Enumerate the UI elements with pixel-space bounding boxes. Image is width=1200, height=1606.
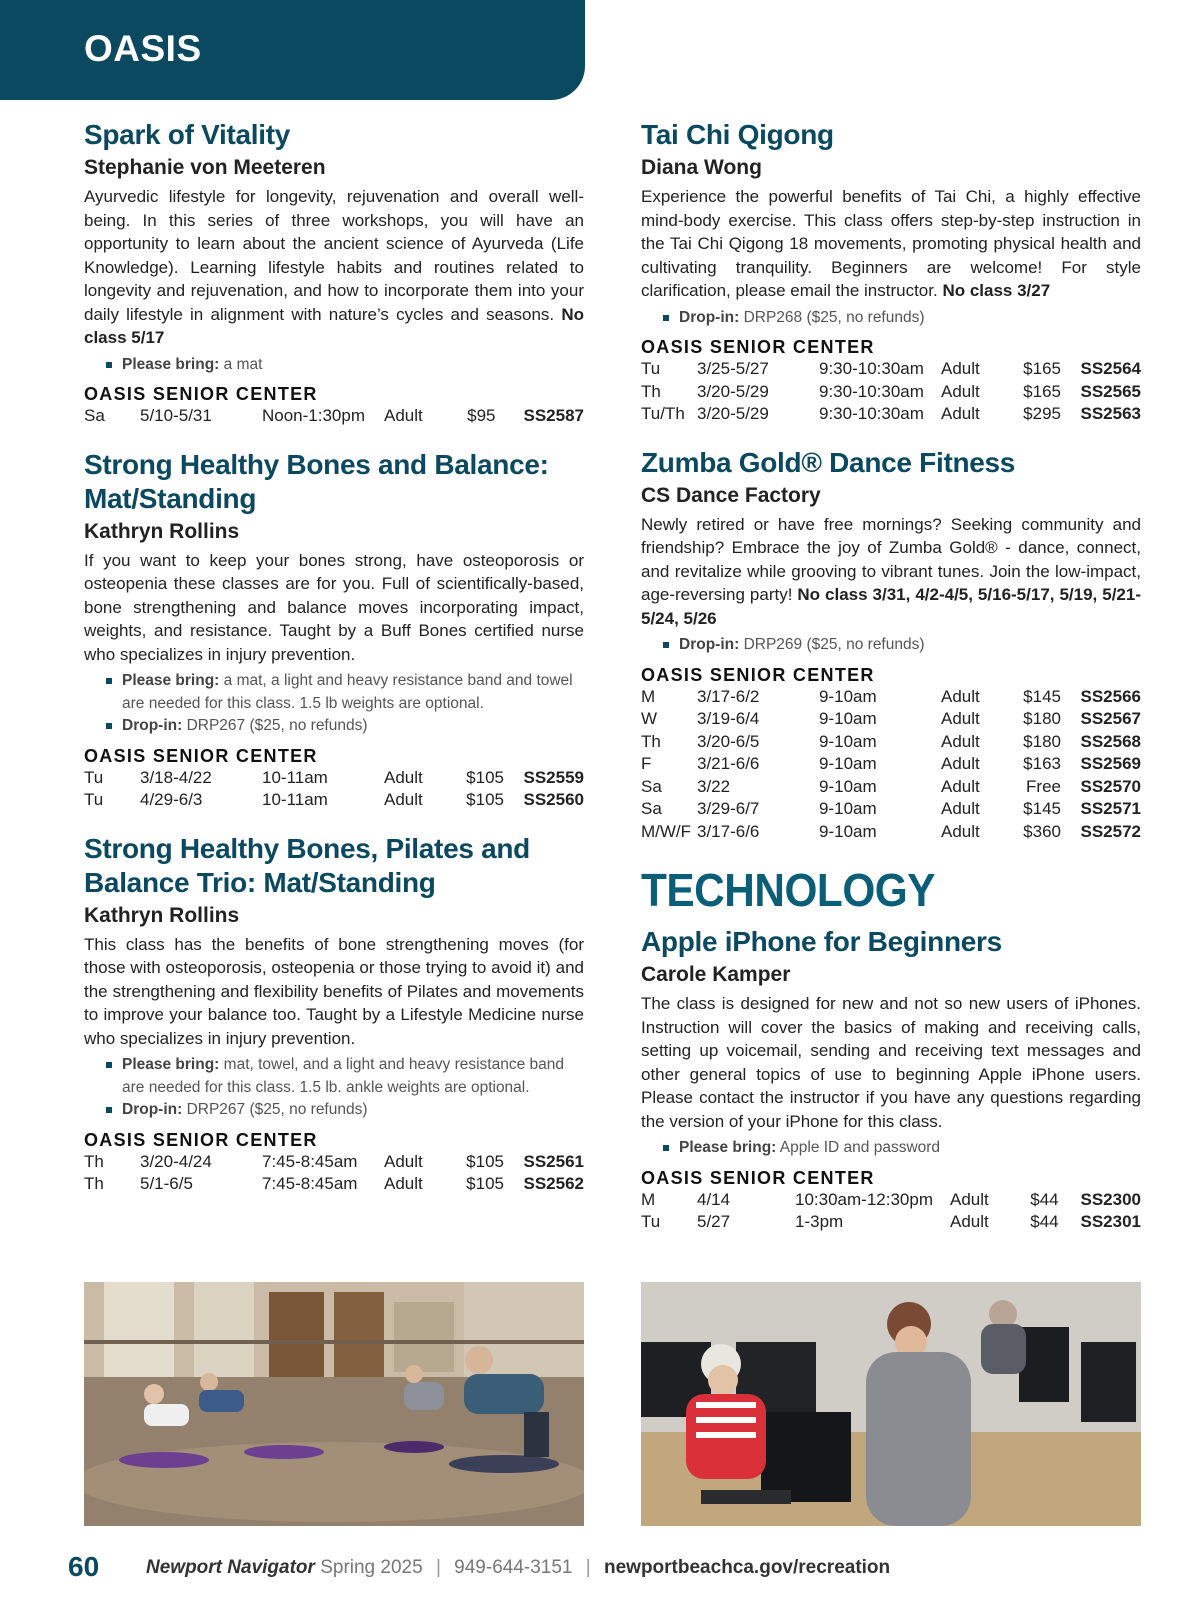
schedule-row xyxy=(641,1211,1141,1234)
schedule-row xyxy=(641,686,1141,709)
age-group-cell: Adult xyxy=(950,1189,989,1209)
class-listing xyxy=(641,118,1141,426)
course-code-cell: SS2570 xyxy=(1080,776,1141,796)
course-code-cell: SS2567 xyxy=(1080,709,1141,728)
description-text: If you want to keep your bones strong, have osteoporosis or osteopenia these classes are for you. Full of scientifically-based, bone strengthening and balance moves incorporating impact, weights, and resistance. Taught by a Buff Bones certified nurse who specializes in injury prevention. xyxy=(84,550,584,664)
class-note-item xyxy=(679,1137,1141,1160)
age-group-cell: Adult xyxy=(384,1174,423,1193)
schedule-row xyxy=(84,1151,584,1174)
age-group-cell: Adult xyxy=(941,799,980,818)
venue-name: OASIS SENIOR CENTER xyxy=(641,664,875,685)
schedule-table xyxy=(641,686,1141,844)
age-group-cell: Adult xyxy=(941,359,980,378)
price-cell: $145 xyxy=(1023,799,1061,818)
schedule-row xyxy=(84,405,584,428)
date-range-cell: 5/10-5/31 xyxy=(140,406,212,425)
class-description xyxy=(641,185,1141,303)
price-cell: $295 xyxy=(1023,404,1061,423)
course-code-cell: SS2565 xyxy=(1080,381,1141,401)
venue-name: OASIS SENIOR CENTER xyxy=(641,337,875,357)
day-cell: Tu/Th xyxy=(641,404,685,423)
venue-name: OASIS SENIOR CENTER xyxy=(84,1129,318,1150)
footer-separator: | xyxy=(585,1557,591,1578)
class-notes-list xyxy=(679,634,1141,657)
no-class-note: No class 5/17 xyxy=(84,304,584,347)
date-range-cell: 3/20-4/24 xyxy=(140,1151,212,1171)
description-text: Newly retired or have free mornings? Seeking community and friendship? Embrace the joy of Zumba Gold® - dance, connect, and revitalize while grooving to vibrant tunes. Join the low-impact, age-reversing party! xyxy=(641,514,1141,604)
schedule-table xyxy=(84,1151,584,1196)
date-range-cell: 3/25-5/27 xyxy=(697,359,769,378)
age-group-cell: Adult xyxy=(941,731,980,751)
class-note-item xyxy=(122,1054,584,1099)
day-cell: M/W/F xyxy=(641,821,692,841)
price-cell: $105 xyxy=(466,1151,504,1171)
technology-heading: TECHNOLOGY xyxy=(641,864,935,916)
note-label: Please bring: xyxy=(122,355,220,373)
phone-number: 949-644-3151 xyxy=(454,1557,573,1578)
time-cell: 9-10am xyxy=(819,686,877,706)
season-label: Spring 2025 xyxy=(320,1557,423,1578)
course-code-cell: SS2587 xyxy=(523,406,584,425)
class-note-item xyxy=(122,670,584,715)
time-cell: Noon-1:30pm xyxy=(262,406,366,425)
note-label: Drop-in: xyxy=(122,717,183,734)
age-group-cell: Adult xyxy=(941,776,980,796)
age-group-cell: Adult xyxy=(384,406,423,425)
price-cell: $44 xyxy=(1030,1189,1059,1209)
day-cell: Sa xyxy=(641,776,662,796)
course-code-cell: SS2562 xyxy=(523,1174,584,1193)
note-text: Apple ID and password xyxy=(779,1139,941,1156)
price-cell: $180 xyxy=(1023,709,1061,728)
footer-text xyxy=(146,1557,890,1579)
day-cell: Tu xyxy=(641,1212,661,1231)
schedule-table xyxy=(641,1189,1141,1234)
right-column xyxy=(641,118,1141,1254)
page-footer xyxy=(68,1551,1168,1587)
age-group-cell: Adult xyxy=(941,381,980,401)
venue-name: OASIS SENIOR CENTER xyxy=(84,745,318,766)
note-text: a mat xyxy=(223,355,263,373)
note-text: DRP268 ($25, no refunds) xyxy=(743,308,925,326)
page-number: 60 xyxy=(68,1551,100,1582)
date-range-cell: 3/20-6/5 xyxy=(697,731,760,751)
footer-separator: | xyxy=(435,1557,441,1578)
note-label: Please bring: xyxy=(122,1056,220,1073)
date-range-cell: 5/27 xyxy=(697,1212,731,1231)
price-cell: Free xyxy=(1026,776,1061,796)
schedule-row xyxy=(641,358,1141,381)
schedule-row xyxy=(84,767,584,790)
day-cell: Tu xyxy=(84,790,104,809)
venue-name: OASIS SENIOR CENTER xyxy=(641,1167,875,1188)
day-cell: Th xyxy=(84,1151,104,1171)
note-text: DRP269 ($25, no refunds) xyxy=(743,636,925,653)
date-range-cell: 3/18-4/22 xyxy=(140,767,212,787)
schedule-table xyxy=(84,767,584,812)
course-code-cell: SS2301 xyxy=(1080,1212,1141,1231)
price-cell: $163 xyxy=(1023,754,1061,773)
class-title: Zumba Gold® Dance Fitness xyxy=(641,446,1016,478)
age-group-cell: Adult xyxy=(950,1212,989,1231)
description-text: Ayurvedic lifestyle for longevity, rejuvenation and overall well-being. In this series of three workshops, you will have an opportunity to learn about the ancient science of Ayurveda (Life Knowledge). Learning lifestyle habits and routines related to longevity and rejuvenation, and how to incorporate them into your daily lifestyle in alignment with nature’s cycles and seasons. xyxy=(84,187,584,324)
date-range-cell: 3/21-6/6 xyxy=(697,754,760,773)
time-cell: 9-10am xyxy=(819,731,877,751)
schedule-row xyxy=(641,776,1141,799)
age-group-cell: Adult xyxy=(941,404,980,423)
description-text: This class has the benefits of bone strengthening moves (for those with osteoporosis, osteopenia or those trying to avoid it) and the strengthening and flexibility benefits of Pilates and movements to improve your balance too. Taught by a Lifestyle Medicine nurse who specializes in injury prevention. xyxy=(84,934,584,1048)
class-note-item xyxy=(679,307,1141,330)
class-description xyxy=(641,992,1141,1133)
note-label: Please bring: xyxy=(122,672,220,689)
price-cell: $165 xyxy=(1023,359,1061,378)
price-cell: $95 xyxy=(467,406,496,425)
time-cell: 9-10am xyxy=(819,821,877,841)
left-column xyxy=(84,118,584,1216)
schedule-row xyxy=(641,708,1141,731)
description-text: Experience the powerful benefits of Tai Chi, a highly effective mind-body exercise. This class offers step-by-step instruction in the Tai Chi Qigong 18 movements, promoting physical health and cultivating tranquility. Beginners are welcome! For style clarification, please email the instructor. xyxy=(641,187,1141,300)
class-listing xyxy=(84,448,584,812)
course-code-cell: SS2564 xyxy=(1080,359,1141,378)
course-code-cell: SS2566 xyxy=(1080,686,1141,706)
class-notes-list xyxy=(122,1054,584,1122)
day-cell: W xyxy=(641,709,658,728)
class-description xyxy=(84,185,584,350)
course-code-cell: SS2563 xyxy=(1080,404,1141,423)
date-range-cell: 3/29-6/7 xyxy=(697,799,760,818)
class-title: Strong Healthy Bones, Pilates and Balance Trio: Mat/Standing xyxy=(84,832,530,898)
publication-name: Newport Navigator xyxy=(146,1557,315,1578)
time-cell: 9:30-10:30am xyxy=(819,404,924,423)
course-code-cell: SS2572 xyxy=(1080,821,1141,841)
age-group-cell: Adult xyxy=(384,1151,423,1171)
instructor-name: Kathryn Rollins xyxy=(84,903,240,927)
time-cell: 10:30am-12:30pm xyxy=(795,1189,933,1209)
description-text: The class is designed for new and not so new users of iPhones. Instruction will cover the basics of making and receiving calls, setting up voicemail, sending and receiving text messages and other general topics of use to beginning Apple iPhone users. Please contact the instructor if you have any questions regarding the version of your iPhone for this class. xyxy=(641,994,1141,1131)
class-listing xyxy=(641,446,1141,844)
course-code-cell: SS2571 xyxy=(1080,799,1141,818)
instructor-name: Kathryn Rollins xyxy=(84,519,240,543)
schedule-row xyxy=(641,731,1141,754)
class-description xyxy=(84,549,584,667)
note-text: mat, towel, and a light and heavy resistance band are needed for this class. 1.5 lb. ankle weights are optional. xyxy=(122,1056,565,1096)
age-group-cell: Adult xyxy=(941,754,980,773)
class-notes-list xyxy=(679,307,1141,330)
course-code-cell: SS2559 xyxy=(523,767,584,787)
date-range-cell: 3/17-6/6 xyxy=(697,821,760,841)
banner-title: OASIS xyxy=(84,28,202,69)
date-range-cell: 3/17-6/2 xyxy=(697,686,760,706)
class-listing xyxy=(84,832,584,1196)
exercise-class-photo xyxy=(84,1282,584,1526)
note-label: Drop-in: xyxy=(679,636,740,653)
course-code-cell: SS2561 xyxy=(523,1151,584,1171)
date-range-cell: 3/19-6/4 xyxy=(697,709,760,728)
price-cell: $180 xyxy=(1023,731,1061,751)
class-notes-list xyxy=(122,354,584,377)
note-label: Drop-in: xyxy=(122,1101,183,1118)
note-text: DRP267 ($25, no refunds) xyxy=(186,717,368,734)
date-range-cell: 4/14 xyxy=(697,1189,731,1209)
class-description xyxy=(641,513,1141,631)
date-range-cell: 3/20-5/29 xyxy=(697,381,769,401)
no-class-note: No class 3/27 xyxy=(942,281,1051,300)
time-cell: 7:45-8:45am xyxy=(262,1151,358,1171)
class-note-item xyxy=(122,715,584,738)
venue-name: OASIS SENIOR CENTER xyxy=(84,384,318,404)
age-group-cell: Adult xyxy=(941,709,980,728)
schedule-table xyxy=(641,358,1141,426)
instructor-name: Diana Wong xyxy=(641,156,762,179)
class-listing xyxy=(641,925,1141,1234)
price-cell: $165 xyxy=(1023,381,1061,401)
website-link[interactable]: newportbeachca.gov/recreation xyxy=(604,1557,891,1578)
age-group-cell: Adult xyxy=(941,821,980,841)
class-title: Spark of Vitality xyxy=(84,119,291,150)
age-group-cell: Adult xyxy=(384,767,423,787)
time-cell: 10-11am xyxy=(262,790,328,809)
time-cell: 9:30-10:30am xyxy=(819,381,924,401)
date-range-cell: 3/20-5/29 xyxy=(697,404,769,423)
no-class-note: No class 3/31, 4/2-4/5, 5/16-5/17, 5/19, 5/21- 5/24, 5/26 xyxy=(641,585,1141,628)
class-notes-list xyxy=(679,1137,1141,1160)
day-cell: Sa xyxy=(641,799,662,818)
time-cell: 9-10am xyxy=(819,709,877,728)
class-title: Apple iPhone for Beginners xyxy=(641,926,1002,957)
day-cell: M xyxy=(641,686,656,706)
day-cell: Tu xyxy=(641,359,661,378)
instructor-name: Carole Kamper xyxy=(641,963,791,986)
day-cell: Th xyxy=(641,381,661,401)
day-cell: Th xyxy=(641,731,661,751)
course-code-cell: SS2568 xyxy=(1080,731,1141,751)
price-cell: $145 xyxy=(1023,686,1061,706)
price-cell: $44 xyxy=(1030,1212,1059,1231)
time-cell: 9:30-10:30am xyxy=(819,359,924,378)
schedule-row xyxy=(641,403,1141,426)
schedule-table xyxy=(84,405,584,428)
time-cell: 9-10am xyxy=(819,799,877,818)
class-note-item xyxy=(679,634,1141,657)
schedule-row xyxy=(641,381,1141,404)
price-cell: $105 xyxy=(466,1174,504,1193)
time-cell: 10-11am xyxy=(262,767,328,787)
note-label: Please bring: xyxy=(679,1139,777,1156)
instructor-name: CS Dance Factory xyxy=(641,483,821,507)
date-range-cell: 4/29-6/3 xyxy=(140,790,203,809)
time-cell: 9-10am xyxy=(819,776,877,796)
price-cell: $360 xyxy=(1023,821,1061,841)
course-code-cell: SS2300 xyxy=(1080,1189,1141,1209)
age-group-cell: Adult xyxy=(941,686,980,706)
schedule-row xyxy=(641,1189,1141,1212)
computer-class-photo xyxy=(641,1282,1141,1526)
class-notes-list xyxy=(122,670,584,738)
schedule-row xyxy=(84,1173,584,1196)
schedule-row xyxy=(84,789,584,812)
day-cell: Tu xyxy=(84,767,104,787)
note-label: Drop-in: xyxy=(679,308,740,326)
class-title: Tai Chi Qigong xyxy=(641,119,834,150)
day-cell: M xyxy=(641,1189,656,1209)
day-cell: Sa xyxy=(84,406,105,425)
class-note-item xyxy=(122,1099,584,1122)
time-cell: 9-10am xyxy=(819,754,877,773)
section-banner xyxy=(0,0,585,100)
schedule-row xyxy=(641,798,1141,821)
course-code-cell: SS2569 xyxy=(1080,754,1141,773)
class-title: Strong Healthy Bones and Balance: Mat/Standing xyxy=(84,448,549,514)
schedule-row xyxy=(641,753,1141,776)
class-description xyxy=(84,933,584,1051)
price-cell: $105 xyxy=(466,767,504,787)
class-listing xyxy=(84,118,584,428)
date-range-cell: 5/1-6/5 xyxy=(140,1174,193,1193)
day-cell: Th xyxy=(84,1174,104,1193)
price-cell: $105 xyxy=(466,790,504,809)
schedule-row xyxy=(641,821,1141,844)
date-range-cell: 3/22 xyxy=(697,776,731,796)
class-note-item xyxy=(122,354,584,377)
time-cell: 7:45-8:45am xyxy=(262,1174,358,1193)
day-cell: F xyxy=(641,754,652,773)
note-text: DRP267 ($25, no refunds) xyxy=(186,1101,368,1118)
instructor-name: Stephanie von Meeteren xyxy=(84,156,326,179)
age-group-cell: Adult xyxy=(384,790,423,809)
course-code-cell: SS2560 xyxy=(523,790,584,809)
note-text: a mat, a light and heavy resistance band and towel are needed for this class. 1.5 lb weights are optional. xyxy=(122,672,573,712)
time-cell: 1-3pm xyxy=(795,1212,844,1231)
